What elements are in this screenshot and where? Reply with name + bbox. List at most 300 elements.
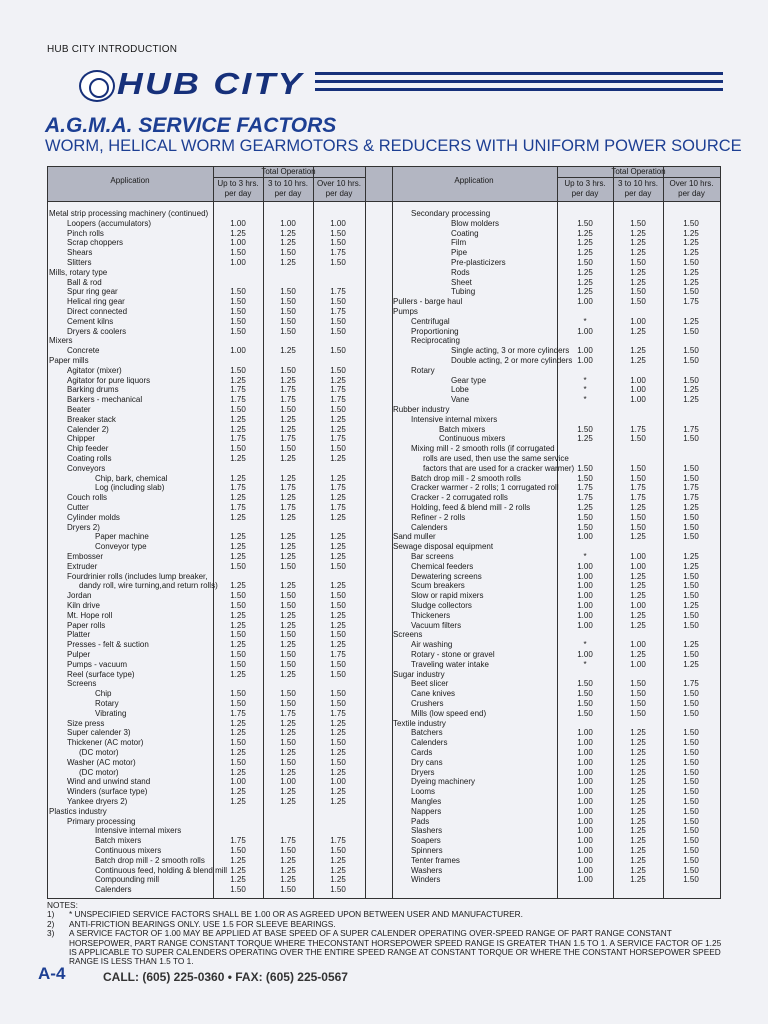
row-factor-value: 1.50 [630, 522, 646, 532]
row-factor-value: 1.50 [230, 757, 246, 767]
row-factor-value: 1.25 [230, 640, 246, 650]
row-application: Kiln drive [67, 601, 100, 610]
row-application: Winders (surface type) [67, 787, 148, 797]
row-factor-value: 1.25 [330, 552, 346, 561]
row-application: Refiner - 2 rolls [411, 512, 466, 522]
row-factor-value: 1.00 [577, 571, 593, 581]
row-application: Tenter frames [411, 855, 460, 865]
row-factor-value: 1.25 [683, 601, 699, 610]
row-application: Continuous mixers [439, 434, 506, 444]
table-row [48, 287, 720, 297]
row-factor-value: 1.25 [683, 316, 699, 326]
row-factor-value: 1.50 [280, 885, 296, 895]
row-factor-value: 1.00 [577, 826, 593, 836]
row-factor-value: 1.75 [577, 493, 593, 503]
row-factor-value: 1.00 [577, 797, 593, 806]
row-application: Agitator (mixer) [67, 365, 122, 375]
row-factor-value: 1.75 [630, 483, 646, 493]
row-factor-value: 1.00 [230, 777, 246, 787]
row-factor-value: 1.00 [630, 316, 646, 326]
row-factor-value: 1.25 [683, 238, 699, 248]
row-factor-value: 1.50 [230, 846, 246, 855]
row-factor-value: 1.25 [280, 493, 296, 503]
row-application: Embosser [67, 552, 104, 561]
row-factor-value: 1.50 [683, 581, 699, 591]
row-factor-value: 1.50 [330, 846, 346, 855]
row-factor-value: 1.25 [630, 846, 646, 855]
table-row [48, 474, 720, 484]
row-application: Spur ring gear [67, 287, 118, 297]
row-factor-value: 1.25 [630, 532, 646, 542]
row-application: Washers [411, 865, 443, 875]
row-factor-value: 1.00 [577, 738, 593, 748]
row-factor-value: 1.50 [683, 473, 699, 483]
row-factor-value: 1.25 [280, 767, 296, 777]
row-application: Continuous feed, holding & blend mill [95, 865, 228, 875]
row-factor-value: 1.25 [280, 728, 296, 738]
row-factor-value: 1.25 [577, 267, 593, 277]
table-row [48, 748, 720, 758]
row-factor-value: 1.50 [330, 316, 346, 326]
row-factor-value: 1.50 [280, 846, 296, 855]
row-factor-value: 1.00 [577, 875, 593, 885]
row-factor-value: 1.25 [330, 718, 346, 728]
row-factor-value: * [583, 385, 587, 395]
row-factor-value: 1.25 [230, 228, 246, 238]
row-factor-value: 1.25 [230, 493, 246, 503]
row-factor-value: 1.25 [330, 748, 346, 757]
table-row [48, 670, 720, 680]
row-application: Spinners [411, 846, 443, 855]
row-factor-value: 1.00 [577, 346, 593, 356]
row-application: Fourdrinier rolls (includes lump breaker, [67, 571, 208, 581]
row-factor-value: 1.25 [683, 503, 699, 512]
table-row [48, 866, 720, 876]
row-factor-value: 1.50 [230, 630, 246, 640]
row-factor-value: 1.50 [280, 307, 296, 316]
row-factor-value: 1.50 [330, 258, 346, 267]
row-factor-value: 1.50 [683, 346, 699, 356]
row-factor-value: 1.50 [230, 326, 246, 336]
row-factor-value: 1.75 [230, 395, 246, 405]
row-factor-value: 1.25 [280, 532, 296, 542]
row-application: Dryers & coolers [67, 326, 127, 336]
table-row [48, 738, 720, 748]
row-application: Batch mixers [95, 836, 142, 846]
row-application: Blow molders [451, 218, 500, 228]
row-factor-value: 1.25 [230, 552, 246, 561]
col-header-3-to-10: 3 to 10 hrs. per day [267, 179, 309, 198]
row-factor-value: 1.00 [630, 385, 646, 395]
row-factor-value: 1.25 [280, 414, 296, 424]
col-header-total-operation: Total Operation [261, 167, 316, 176]
row-factor-value: 1.00 [630, 395, 646, 405]
row-factor-value: * [583, 640, 587, 650]
row-factor-value: 1.50 [630, 287, 646, 297]
row-factor-value: 1.25 [280, 258, 296, 267]
row-factor-value: 1.00 [577, 865, 593, 875]
row-factor-value: 1.50 [280, 591, 296, 601]
row-factor-value: 1.50 [630, 463, 646, 473]
row-factor-value: 1.25 [280, 581, 296, 591]
row-application: Batch mixers [439, 424, 486, 434]
table-row [48, 826, 720, 836]
logo-wordmark: HUB CITY [117, 66, 304, 101]
row-factor-value: 1.00 [577, 846, 593, 855]
row-factor-value: 1.50 [683, 532, 699, 542]
row-factor-value: 1.25 [630, 620, 646, 630]
row-factor-value: 1.75 [330, 434, 346, 444]
row-factor-value: 1.25 [630, 228, 646, 238]
row-application: Pre-plasticizers [451, 258, 506, 267]
row-application: Winders [411, 875, 441, 885]
row-factor-value: 1.00 [577, 767, 593, 777]
row-factor-value: 1.75 [280, 385, 296, 395]
row-factor-value: 1.75 [230, 483, 246, 493]
note-item: 2) ANTI-FRICTION BEARINGS ONLY. USE 1.5 FOR SLEEVE BEARINGS. [47, 918, 336, 929]
row-factor-value: 1.25 [683, 659, 699, 669]
table-row [48, 238, 720, 248]
row-factor-value: 1.25 [683, 640, 699, 650]
row-factor-value: 1.25 [577, 228, 593, 238]
row-application: Chipper [67, 434, 96, 444]
row-factor-value: 1.25 [630, 238, 646, 248]
row-factor-value: 1.50 [683, 591, 699, 601]
row-factor-value: 1.50 [683, 757, 699, 767]
row-factor-value: 1.50 [330, 757, 346, 767]
row-factor-value: 1.50 [683, 875, 699, 885]
row-factor-value: 1.25 [330, 855, 346, 865]
row-factor-value: * [583, 552, 587, 561]
row-factor-value: 1.75 [330, 287, 346, 297]
table-row [48, 768, 720, 778]
table-row [48, 523, 720, 533]
row-application: dandy roll, wire turning,and return rolls) [79, 581, 218, 591]
row-factor-value: 1.25 [230, 610, 246, 620]
row-application: Loopers (accumulators) [67, 218, 152, 228]
section-header: HUB CITY INTRODUCTION [47, 44, 178, 55]
row-application: Scum breakers [411, 581, 465, 591]
row-application: Compounding mill [95, 875, 160, 885]
row-application: Chip feeder [67, 444, 109, 454]
row-application: Sewage disposal equipment [393, 542, 494, 552]
row-factor-value: 1.25 [330, 542, 346, 552]
row-factor-value: 1.25 [683, 248, 699, 258]
row-application: Paper rolls [67, 620, 106, 630]
table-row [48, 513, 720, 523]
row-factor-value: 1.50 [577, 522, 593, 532]
row-factor-value: 1.50 [330, 601, 346, 610]
row-factor-value: 1.50 [330, 228, 346, 238]
table-row [48, 807, 720, 817]
row-application: Slow or rapid mixers [411, 591, 484, 601]
table-row [48, 542, 720, 552]
row-factor-value: 1.50 [230, 405, 246, 414]
contact-info: CALL: (605) 225-0360 • FAX: (605) 225-0567 [103, 970, 348, 984]
row-application: Rubber industry [393, 405, 450, 414]
row-factor-value: 1.25 [577, 277, 593, 287]
row-factor-value: 1.25 [230, 718, 246, 728]
row-factor-value: 1.75 [330, 395, 346, 405]
row-factor-value: 1.50 [280, 248, 296, 258]
row-factor-value: 1.75 [330, 708, 346, 718]
row-factor-value: 1.50 [230, 699, 246, 708]
row-factor-value: 1.75 [280, 708, 296, 718]
row-application: Coating [451, 228, 479, 238]
row-application: Rotary [411, 365, 435, 375]
row-application: Textile industry [393, 718, 446, 728]
row-application: Beet slicer [411, 679, 449, 689]
row-factor-value: 1.25 [630, 277, 646, 287]
row-factor-value: 1.25 [230, 787, 246, 797]
table-row [48, 709, 720, 719]
row-factor-value: 1.50 [330, 326, 346, 336]
row-factor-value: 1.25 [683, 561, 699, 571]
table-row [48, 758, 720, 768]
row-factor-value: 1.25 [280, 346, 296, 356]
table-row [48, 346, 720, 356]
row-application: Jordan [67, 591, 92, 601]
row-factor-value: 1.25 [630, 748, 646, 757]
row-factor-value: 1.75 [230, 503, 246, 512]
row-application: Paper machine [95, 532, 149, 542]
row-factor-value: 1.25 [330, 581, 346, 591]
row-application: Sugar industry [393, 669, 445, 679]
row-factor-value: 1.50 [630, 297, 646, 307]
row-application: Pads [411, 816, 430, 826]
row-factor-value: 1.50 [683, 797, 699, 806]
row-factor-value: 1.50 [280, 316, 296, 326]
row-factor-value: 1.25 [577, 287, 593, 297]
row-factor-value: 1.25 [330, 620, 346, 630]
row-factor-value: 1.50 [683, 855, 699, 865]
row-factor-value: 1.50 [577, 463, 593, 473]
row-factor-value: 1.50 [280, 561, 296, 571]
row-factor-value: 1.50 [280, 365, 296, 375]
row-factor-value: 1.00 [577, 581, 593, 591]
row-application: Scrap choppers [67, 238, 124, 248]
row-application: Cylinder molds [67, 512, 120, 522]
row-factor-value: 1.25 [630, 777, 646, 787]
row-factor-value: 1.50 [683, 326, 699, 336]
row-factor-value: 1.25 [230, 414, 246, 424]
col-header-3-to-10: 3 to 10 hrs. per day [617, 179, 659, 198]
row-factor-value: 1.25 [630, 581, 646, 591]
table-row [48, 366, 720, 376]
row-factor-value: 1.25 [280, 875, 296, 885]
note-item: 3) A SERVICE FACTOR OF 1.00 MAY BE APPLIED AT BASE SPEED OF A SUPER CALENDER OPERATING OVER-SPEED RANGE OF PART RANGE CONSTANT HORSEPOWER, PART RANGE CONSTANT TORQUE WHERE THECONSTANT HORSEPOWER SPEED RANGE IS GREATER THAN 1.5 TO 1. A SERVICE FACTOR OF 1.25 IS APPLICABLE TO SUPER CALENDERS OPERATING OVER THE ENTIRE SPEED RANGE AT CONSTANT TORQUE OR WHERE THE CONSTANT HORSEPOWER SPEED RANGE IS LESS THAN 1.5 TO 1. [47, 928, 722, 967]
row-factor-value: 1.50 [630, 699, 646, 708]
row-factor-value: 1.50 [630, 258, 646, 267]
row-factor-value: 1.25 [280, 797, 296, 806]
row-factor-value: 1.25 [230, 542, 246, 552]
table-row [48, 660, 720, 670]
row-factor-value: 1.25 [630, 787, 646, 797]
row-factor-value: 1.25 [230, 767, 246, 777]
table-row [48, 562, 720, 572]
row-factor-value: 1.00 [280, 777, 296, 787]
row-application: Metal strip processing machinery (continued) [49, 209, 209, 218]
row-application: Dyeing machinery [411, 777, 476, 787]
row-factor-value: 1.00 [630, 375, 646, 385]
table-row [48, 395, 720, 405]
table-row [48, 278, 720, 288]
row-factor-value: 1.25 [330, 454, 346, 463]
row-application: Mills, rotary type [49, 267, 108, 277]
row-factor-value: 1.25 [280, 669, 296, 679]
notes-heading: NOTES: [47, 900, 78, 910]
row-factor-value: 1.00 [230, 238, 246, 248]
row-application: Batch drop mill - 2 smooth rolls [95, 855, 205, 865]
row-factor-value: 1.50 [330, 885, 346, 895]
row-factor-value: 1.50 [230, 591, 246, 601]
row-factor-value: 1.25 [330, 610, 346, 620]
row-application: Paper mills [49, 356, 89, 365]
row-factor-value: 1.50 [630, 434, 646, 444]
row-application: Washer (AC motor) [67, 757, 136, 767]
row-application: Concrete [67, 346, 100, 356]
row-factor-value: 1.50 [280, 444, 296, 454]
table-row [48, 268, 720, 278]
row-factor-value: 1.50 [230, 444, 246, 454]
row-factor-value: 1.50 [280, 689, 296, 699]
row-factor-value: 1.25 [330, 640, 346, 650]
row-factor-value: 1.50 [230, 307, 246, 316]
row-application: Mills (low speed end) [411, 708, 487, 718]
table-row [48, 483, 720, 493]
row-application: Bar screens [411, 552, 454, 561]
row-factor-value: 1.50 [577, 473, 593, 483]
row-factor-value: 1.25 [330, 375, 346, 385]
row-factor-value: 1.00 [630, 552, 646, 561]
row-application: Mixers [49, 336, 73, 346]
row-application: Calenders [411, 522, 448, 532]
row-application: Soapers [411, 836, 441, 846]
row-factor-value: 1.50 [683, 463, 699, 473]
row-application: Centrifugal [411, 316, 450, 326]
row-factor-value: 1.50 [683, 699, 699, 708]
table-row [48, 405, 720, 415]
row-factor-value: 1.25 [230, 375, 246, 385]
row-application: Size press [67, 718, 105, 728]
row-application: Cards [411, 748, 433, 757]
row-application: Cane knives [411, 689, 456, 699]
row-factor-value: 1.00 [630, 659, 646, 669]
table-row [48, 581, 720, 591]
row-factor-value: 1.25 [280, 542, 296, 552]
row-factor-value: 1.25 [683, 267, 699, 277]
row-factor-value: 1.25 [630, 757, 646, 767]
table-row [48, 209, 720, 219]
row-factor-value: 1.25 [330, 424, 346, 434]
row-factor-value: 1.50 [230, 601, 246, 610]
table-row [48, 356, 720, 366]
row-factor-value: 1.50 [577, 699, 593, 708]
row-application: Calenders [411, 738, 448, 748]
row-factor-value: 1.25 [230, 532, 246, 542]
row-factor-value: 1.50 [577, 708, 593, 718]
row-factor-value: 1.75 [683, 297, 699, 307]
row-application: Log (including slab) [95, 483, 165, 493]
page-subtitle: WORM, HELICAL WORM GEARMOTORS & REDUCERS WITH UNIFORM POWER SOURCE [45, 137, 742, 155]
row-factor-value: 1.50 [683, 738, 699, 748]
row-factor-value: 1.25 [630, 738, 646, 748]
row-factor-value: 1.50 [683, 258, 699, 267]
row-factor-value: 1.50 [330, 738, 346, 748]
row-factor-value: 1.25 [630, 797, 646, 806]
row-factor-value: 1.25 [630, 267, 646, 277]
table-row [48, 503, 720, 513]
table-row [48, 650, 720, 660]
col-header-over-10: Over 10 hrs. per day [669, 179, 714, 198]
row-factor-value: 1.50 [330, 659, 346, 669]
row-factor-value: 1.50 [230, 659, 246, 669]
row-application: Crushers [411, 699, 444, 708]
row-factor-value: 1.25 [630, 346, 646, 356]
table-row [48, 797, 720, 807]
row-factor-value: 1.75 [577, 483, 593, 493]
table-row [48, 376, 720, 386]
row-factor-value: 1.00 [280, 218, 296, 228]
row-application: Single acting, 3 or more cylinders [451, 346, 570, 356]
row-application: Wind and unwind stand [67, 777, 151, 787]
row-application: Dry cans [411, 757, 443, 767]
row-factor-value: 1.25 [630, 875, 646, 885]
row-factor-value: 1.50 [330, 238, 346, 248]
row-factor-value: 1.50 [280, 757, 296, 767]
row-factor-value: 1.25 [630, 816, 646, 826]
row-application: Air washing [411, 640, 453, 650]
row-factor-value: 1.50 [683, 620, 699, 630]
row-application: Presses - felt & suction [67, 640, 149, 650]
row-factor-value: 1.25 [230, 454, 246, 463]
row-application: Pumps [393, 307, 418, 316]
row-factor-value: 1.50 [330, 346, 346, 356]
row-factor-value: 1.75 [280, 836, 296, 846]
page-number: A-4 [38, 964, 66, 983]
col-header-application: Application [454, 176, 494, 185]
row-factor-value: 1.25 [230, 728, 246, 738]
page-title: A.G.M.A. SERVICE FACTORS [45, 114, 337, 137]
row-application: Pinch rolls [67, 228, 104, 238]
row-factor-value: 1.25 [280, 748, 296, 757]
row-application: Cement kilns [67, 316, 114, 326]
row-factor-value: 1.75 [330, 248, 346, 258]
row-application: Reciprocating [411, 336, 460, 346]
row-application: Batch drop mill - 2 smooth rolls [411, 473, 521, 483]
row-factor-value: * [583, 316, 587, 326]
row-application: Intensive internal mixers [411, 414, 498, 424]
row-factor-value: 1.25 [330, 414, 346, 424]
row-factor-value: 1.25 [683, 552, 699, 561]
row-factor-value: 1.00 [577, 748, 593, 757]
row-factor-value: 1.50 [330, 689, 346, 699]
row-factor-value: 1.25 [280, 640, 296, 650]
row-application: Holding, feed & blend mill - 2 rolls [411, 503, 531, 512]
row-factor-value: 1.00 [630, 561, 646, 571]
row-application: Rods [451, 267, 470, 277]
row-application: Rotary - stone or gravel [411, 650, 495, 659]
row-factor-value: 1.50 [230, 316, 246, 326]
table-row [48, 601, 720, 611]
row-factor-value: 1.25 [280, 855, 296, 865]
row-application: Helical ring gear [67, 297, 125, 307]
row-application: Breaker stack [67, 414, 116, 424]
row-application: Coating rolls [67, 454, 112, 463]
row-factor-value: 1.50 [683, 748, 699, 757]
table-row [48, 248, 720, 258]
row-application: Thickener (AC motor) [67, 738, 144, 748]
